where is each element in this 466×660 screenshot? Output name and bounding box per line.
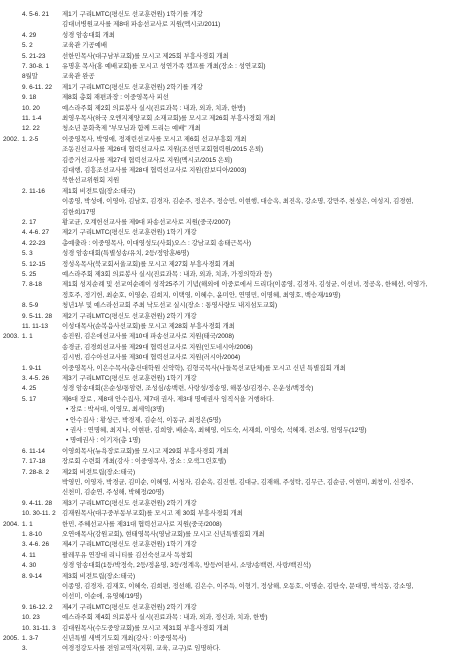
entry-text: 성경 암송대회(은순성/통암련, 조성심/송백련, 사랑성/정송영, 해봉성/김경수, 은운성/백정숙) <box>62 385 314 393</box>
timeline-entry-continuation <box>0 197 466 207</box>
timeline-entry-continuation <box>0 145 466 155</box>
entry-date: 8월말 <box>22 73 38 81</box>
entry-date: 3. <box>22 645 28 653</box>
timeline-entry <box>0 572 466 582</box>
timeline-entry <box>0 509 466 519</box>
entry-date: 5. 2 <box>22 42 33 50</box>
entry-year: 2003. <box>3 333 19 341</box>
entry-date: 9. 18 <box>22 94 37 102</box>
entry-text: 황교균, 오계헌선교사를 제9대 파송선교사로 지원(중국/2007) <box>62 219 231 226</box>
timeline-entry <box>0 104 466 114</box>
entry-text: • 명예권사 : 이기자(총 1명) <box>66 437 141 445</box>
timeline-entry <box>0 62 466 72</box>
entry-date: 12. 22 <box>22 125 40 133</box>
entry-year: 2002. <box>3 135 19 143</box>
timeline-entry <box>0 561 466 571</box>
entry-text: 이종영, 박성애, 이영아, 김남호, 김경자, 김순주, 정은주, 정승민, 이현행, 대승옥, 최진옥, 강소명, 강만주, 천성은, 여성지, 김경현, <box>62 198 414 206</box>
timeline-entry-continuation <box>0 405 466 415</box>
timeline-entry <box>0 374 466 384</box>
entry-text: 조동진선교사를 제26대 협력선교사로 지원(조선민교회협력원/2015 은퇴) <box>62 146 264 154</box>
entry-text: 팔레무유 연장대 리니티를 김선숙선교사 독창회 <box>62 551 193 559</box>
entry-date: 1. 9-11 <box>22 364 42 372</box>
entry-date: 8. 9-14 <box>22 572 42 580</box>
timeline-entry <box>0 41 466 51</box>
entry-date: 5. 21-23 <box>22 52 46 60</box>
entry-text: 제2회 비전트립(장소:태국) <box>62 468 136 476</box>
timeline-entry <box>0 332 466 342</box>
entry-date: 5. 3 <box>22 250 33 258</box>
entry-text: 제4기 구리LMTC(평신도 선교훈련원) 2학기 개강 <box>62 603 197 611</box>
timeline-entry <box>0 10 466 20</box>
entry-text: 정성옥목사(북교회서울교회)를 모시고 제27회 부흥사경회 개최 <box>62 260 235 268</box>
timeline-entry <box>0 135 466 145</box>
timeline-entry <box>0 52 466 62</box>
timeline-entry <box>0 93 466 103</box>
entry-text: 김대행, 김흥조선교사를 제28대 협력선교사로 지원(캄보디아/2003) <box>62 167 247 174</box>
timeline-entry <box>0 395 466 405</box>
timeline-entry <box>0 280 466 290</box>
timeline-entry <box>0 499 466 509</box>
timeline-entry-continuation <box>0 156 466 166</box>
entry-date: 1. 1 <box>22 333 33 341</box>
entry-date: 11. 11-13 <box>22 323 49 330</box>
entry-text: 이종영, 김경자, 김재호, 이혜숙, 김희편, 정선해, 김은수, 이주득, 이형기, 정상해, 오동호, 이명순, 김탄숙, 문대명, 박석동, 강소영, <box>62 583 414 590</box>
timeline-entry <box>0 312 466 322</box>
entry-date: 5. 12-15 <box>22 260 46 268</box>
timeline-entry <box>0 384 466 394</box>
entry-text: 송경균, 김경희선교사를 제29대 협력선교사로 지원(인도네시아/2006) <box>62 343 253 351</box>
entry-text: 오연애목사(강원교회), 현태영목사(영남교회)를 모시고 신년특별집회 개최 <box>62 531 265 538</box>
entry-text: 이성대목사(순복음사선교회)를 모시고 제28회 부흥사경회 개최 <box>62 323 235 330</box>
entry-text: 북한선교위원회 지원 <box>62 177 120 185</box>
timeline-entry-continuation <box>0 208 466 218</box>
entry-date: 4. 11 <box>22 551 36 559</box>
entry-date: 2. 11-16 <box>22 187 45 195</box>
entry-year: 2004. <box>3 520 19 528</box>
entry-text: 제1기 구리LMTC(평신도 선교훈련원) 1학기를 개강 <box>62 11 203 18</box>
timeline-entry-continuation <box>0 582 466 592</box>
entry-text: 김대원목사(수도중앙교회)를 모시고 제31회 부흥사경회 개최 <box>62 624 229 632</box>
entry-date: 10. 20 <box>22 104 40 112</box>
timeline-entry <box>0 457 466 467</box>
entry-text: 제8회 총회 재편과장 : 이중영목사 피선 <box>62 94 169 102</box>
entry-date: 7. 28-8. 2 <box>22 468 50 476</box>
timeline-entry <box>0 124 466 134</box>
timeline-entry <box>0 447 466 457</box>
entry-text: 성경 암송대회 개최 <box>62 31 115 39</box>
entry-date: 10. 23 <box>22 614 40 622</box>
timeline-entry-continuation <box>0 426 466 436</box>
entry-text: 김대녀병원교사를 제8대 파송선교사로 지원(멕시코/2011) <box>62 21 221 29</box>
entry-text: 여경정강도사를 전임교역자(지휘, 교육, 교구)로 임명하다. <box>62 645 221 653</box>
timeline-entry-continuation <box>0 592 466 602</box>
entry-date: 3. 4-6. 26 <box>22 541 50 549</box>
entry-date: 7. 30-8. 1 <box>22 63 50 70</box>
entry-text: 장로회 수련회 개최(강사 : 이중영목사, 장소 : 오색그린호텔) <box>62 458 226 466</box>
timeline-entry-continuation <box>0 343 466 353</box>
timeline-entry-continuation <box>0 478 466 488</box>
entry-date: 10. 31-11. 3 <box>22 624 56 632</box>
timeline-entry <box>0 364 466 374</box>
timeline-entry <box>0 31 466 41</box>
entry-text: 신년특별 새벽기도회 개최(강사 : 이중영목사) <box>62 635 187 642</box>
entry-text: 청소년 문화축제 "부모님과 함께 드리는 예배" 개최 <box>62 125 201 133</box>
entry-text: 제4기 구리LMTC(평신도 선교훈련원) 1학기 개강 <box>62 541 197 549</box>
entry-text: 김증거선교사를 제27대 협력선교사로 지원(멕시코/2015 은퇴) <box>62 156 233 164</box>
entry-date: 7. 8-18 <box>22 281 42 289</box>
entry-date: 1. 1 <box>22 520 33 528</box>
entry-date: 8. 5-9 <box>22 302 39 310</box>
timeline-entry-continuation <box>0 176 466 186</box>
entry-text: 선한민목사(대구남부교회)를 모시고 제25회 부흥사경회 개최 <box>62 52 229 60</box>
entry-text: 제2기 구리LMTC(평신도 선교훈련원) 2학기 개강 <box>62 312 197 320</box>
timeline-entry <box>0 322 466 332</box>
timeline-entry <box>0 218 466 228</box>
entry-date: 9. 16-12. 2 <box>22 603 53 611</box>
entry-text: 예스라주회 제2회 의료봉사 실시(진료과목 : 내과, 외과, 치과, 한방) <box>62 104 246 112</box>
entry-text: 제3기 구리LMTC(평신도 선교훈련원) 2학기 개강 <box>62 499 197 507</box>
timeline-entry <box>0 228 466 238</box>
timeline-entry <box>0 644 466 654</box>
entry-date: 1. 3-7 <box>22 635 39 642</box>
entry-text: 김시범, 김수아선교사를 제30대 협력선교사로 지원(러시아/2004) <box>62 354 241 362</box>
entry-text: 송진원, 김은애선교사를 제10대 파송선교사로 지원(태국/2008) <box>62 333 235 341</box>
entry-date: 9. 4-11. 28 <box>22 499 53 507</box>
timeline-entry <box>0 634 466 644</box>
entry-text: 성경 암송대회(특별성송/유치, 2등/정암훈/6명) <box>62 250 189 258</box>
timeline-entry <box>0 260 466 270</box>
entry-date: 5. 25 <box>22 271 37 278</box>
entry-date: 2. 17 <box>22 219 37 226</box>
entry-year: 2005. <box>3 635 19 642</box>
entry-text: 제3회 비전트립(장소:태국) <box>62 572 136 580</box>
timeline-entry <box>0 72 466 82</box>
timeline-entry <box>0 249 466 259</box>
entry-text: 제1회 비전트립(장소:태국) <box>62 187 136 195</box>
entry-text: 제1기 구리LMTC(평신도 선교훈련원) 2학기를 개강 <box>62 83 203 91</box>
timeline-entry-continuation <box>0 416 466 426</box>
entry-text: 예스라주회 제4회 의료봉사 실시(진료과목 : 내과, 외과, 정신과, 치과, 한방) <box>62 614 268 622</box>
entry-text: • 장로 : 박서대, 이영모, 최세익(3명) <box>66 406 165 414</box>
timeline-entry-continuation <box>0 166 466 176</box>
entry-date: 6. 11-14 <box>22 447 45 455</box>
entry-date: 4. 30 <box>22 562 37 570</box>
entry-text: 총예출라 : 이중영목사, 이대영성도(사회)오스 : 강남교회 송태근목사) <box>62 239 252 247</box>
entry-date: 4. 25 <box>22 385 37 393</box>
entry-text: 예스라주회 제3회 의료봉사 실시(진료과목 : 내과, 외과, 치과, 가정의학과 등) <box>62 271 272 278</box>
entry-text: 한민, 주혜선교사를 제31대 협력선교사로 지원(중국/2008) <box>62 520 222 528</box>
entry-text: 김재원목사(대구중부동부교회)를 모시고 제 30회 부흥사경회 개최 <box>62 510 243 518</box>
entry-text: • 안수집사 : 황성근, 박경제, 김순석, 이동규, 최정은(5명) <box>66 416 221 424</box>
entry-text: 제6대 장로 , 제8대 안수집사, 제7대 권사, 제3대 명예권사 임직식을 거행하다. <box>62 395 274 403</box>
entry-text: 이중영목사, 이은수목사(총신대학원 신약학), 김형국목사(나들목선교단체)를 모시고 신년 특별집회 개최 <box>62 364 346 372</box>
entry-date: 9. 5-11. 28 <box>22 312 53 320</box>
entry-text: 김한희/17명 <box>62 208 96 216</box>
timeline-entry <box>0 603 466 613</box>
entry-date: 4. 5-6. 21 <box>22 11 50 18</box>
timeline-entry <box>0 270 466 280</box>
entry-date: 10. 30-11. 2 <box>22 510 56 518</box>
timeline-entry-continuation <box>0 291 466 301</box>
entry-text: 제1회 성지순례 및 선교여순례이 성작25주기 기념(해외에 이중로에서 드리다(이종영, 김경자, 김성균, 이선녀, 정공옥, 한혜선, 이영가, <box>62 281 428 289</box>
entry-date: 4. 22-23 <box>22 239 46 247</box>
entry-text: 박영민, 이영자, 박경균, 김미순, 이혜영, 서청자, 김순옥, 김진현, 김대규, 김재해, 주성탁, 김무근, 김순금, 이현미, 최창이, 신정주, <box>62 479 414 486</box>
timeline-entry <box>0 530 466 540</box>
entry-date: 1. 8-10 <box>22 531 42 538</box>
timeline-entry <box>0 551 466 561</box>
entry-text: 청년1부 및 예스라선교회 주최 낙도선교 실시(장소 : 통영사량도 내지섬도교회) <box>62 302 278 310</box>
entry-date: 5. 17 <box>22 395 37 403</box>
entry-text: 이영희목사(뉴욕장로교회)를 모시고 제29회 부흥사경회 개최 <box>62 447 229 455</box>
timeline-entry-continuation <box>0 353 466 363</box>
entry-date: 1. 2-5 <box>22 135 39 143</box>
timeline-entry <box>0 83 466 93</box>
entry-date: 4. 4-6. 27 <box>22 229 50 237</box>
entry-text: 유명훈 목사(홍 예배교회)를 모시고 성연가족 캠프를 개최(장소 : 성연교회) <box>62 63 266 70</box>
entry-date: 3. 4-5. 26 <box>22 375 50 382</box>
timeline-entry <box>0 520 466 530</box>
timeline-entry <box>0 468 466 478</box>
entry-text: 최영우목사(하국 오엔지제양교회 소재교회)를 모시고 제26회 부흥사경회 개최 <box>62 115 276 122</box>
entry-date: 9. 6-11. 22 <box>22 83 53 91</box>
timeline-entry <box>0 239 466 249</box>
entry-text: 제2기 구리LMTC(평신도 선교훈련원) 1학기 개강 <box>62 229 197 237</box>
entry-text: 성경 암송대회(1등/박정숙, 2등/정윤영, 3등/정계옥, 방등/이판서, 소망/송백련, 사랑/백진석) <box>62 562 311 570</box>
timeline-entry <box>0 624 466 634</box>
entry-text: 신천미, 김순연, 주성해, 박혜정/20명) <box>62 489 164 497</box>
entry-text: 이중영목사, 박영애, 정재린선교사를 모시고 제6회 선교부흥회 개최 <box>62 135 247 143</box>
entry-text: 이선미, 이순애, 유영혜/19명) <box>62 593 142 601</box>
entry-text: • 권사 : 연명혜, 최지나, 이현판, 김희양, 배순옥, 최혜영, 이도숙, 서재희, 이영숙, 석혜재, 전소영, 엄영두(12명) <box>66 427 367 434</box>
timeline-entry-continuation <box>0 436 466 446</box>
timeline-entry-continuation <box>0 488 466 498</box>
entry-text: 교육관 완공 <box>62 73 95 81</box>
entry-text: 정호주, 정기헌, 최순호, 이영순, 김희지, 이택영, 이혜수, 윤미안, 연명민, 이명혜, 최영호, 백승재/19명) <box>62 291 341 299</box>
entry-date: 11. 1-4 <box>22 115 42 122</box>
entry-text: 교육관 기공예배 <box>62 42 107 50</box>
entry-date: 7. 17-18 <box>22 458 46 466</box>
timeline-entry <box>0 301 466 311</box>
timeline-entry <box>0 540 466 550</box>
timeline-entry <box>0 187 466 197</box>
entry-text: 제3기 구리LMTC(평신도 선교훈련원) 1학기 개강 <box>62 375 197 382</box>
timeline-entry <box>0 114 466 124</box>
entry-date: 4. 29 <box>22 31 37 39</box>
timeline-entry-continuation <box>0 20 466 30</box>
timeline-entry <box>0 613 466 623</box>
